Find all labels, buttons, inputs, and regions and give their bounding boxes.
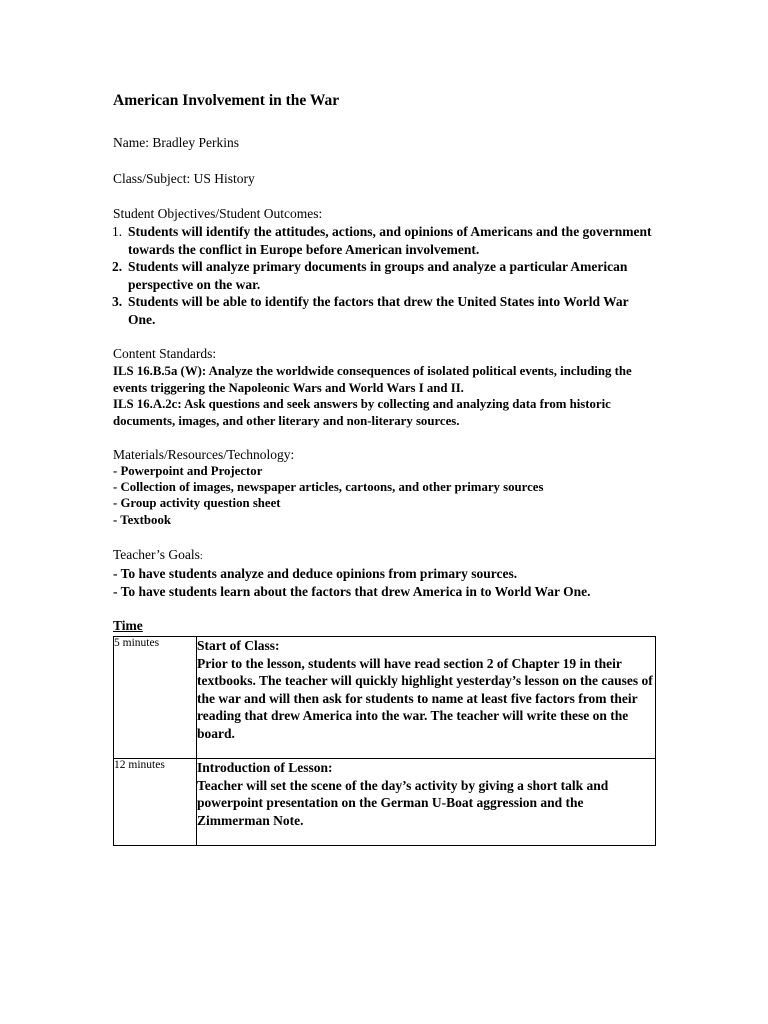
materials-list [113, 463, 543, 528]
objective-item [113, 293, 658, 328]
activity-cell [197, 637, 656, 759]
standards-list [113, 363, 658, 429]
objective-item [113, 223, 658, 258]
goals-heading-text: Teacher’s Goals [113, 547, 200, 562]
objective-number: 1. [112, 224, 123, 239]
activity-heading: Introduction of Lesson: [197, 760, 333, 775]
activity-text: Prior to the lesson, students will have read section 2 of Chapter 19 in their textbooks. The teacher will quickly highlight yesterday’s lesson on the causes of the war and will then ask for students to name at least five factors from their reading that drew America into the war. The teacher will write these on the board. [197, 655, 653, 741]
material-item: - Powerpoint and Projector [113, 464, 263, 478]
schedule-table [113, 636, 656, 846]
goal-item: - To have students learn about the factors that drew America in to World War One. [113, 583, 591, 599]
standards-heading: Content Standards: [113, 346, 217, 361]
table-row [114, 637, 656, 759]
time-heading: Time [113, 618, 143, 633]
activity-heading: Start of Class: [197, 638, 280, 653]
objective-text: Students will identify the attitudes, actions, and opinions of Americans and the government towards the conflict in Europe before American involvement. [128, 224, 652, 257]
document-title: American Involvement in the War [113, 92, 340, 109]
activity-text: Teacher will set the scene of the day’s activity by giving a short talk and powerpoint presentation on the German U-Boat aggression and the Zimmerman Note. [197, 777, 609, 828]
objective-text: Students will be able to identify the factors that drew the United States into World War One. [128, 294, 629, 327]
objective-number: 2. [112, 259, 123, 274]
class-subject: Class/Subject: US History [113, 171, 255, 186]
activity-cell [197, 759, 656, 846]
time-cell: 12 minutes [114, 759, 197, 846]
objective-text: Students will analyze primary documents in groups and analyze a particular American perspective on the war. [128, 259, 628, 292]
objectives-heading: Student Objectives/Student Outcomes: [113, 206, 323, 221]
material-item: - Group activity question sheet [113, 496, 281, 511]
teacher-name: Name: Bradley Perkins [113, 135, 239, 150]
objectives-list [113, 223, 658, 328]
time-cell: 5 minutes [114, 637, 197, 759]
goals-heading-colon: : [199, 551, 203, 562]
table-row [114, 759, 656, 846]
objective-number: 3. [112, 294, 123, 309]
standard-item: ILS 16.A.2c: Ask questions and seek answers by collecting and analyzing data from historic documents, images, and other literary and non-literary sources. [113, 397, 611, 428]
standard-item: ILS 16.B.5a (W): Analyze the worldwide consequences of isolated political events, including the events triggering the Napoleonic Wars and World Wars I and II. [113, 364, 632, 395]
goal-item: - To have students analyze and deduce opinions from primary sources. [113, 566, 518, 581]
objective-item [113, 258, 658, 293]
goals-heading [113, 547, 203, 563]
materials-heading: Materials/Resources/Technology: [113, 447, 295, 462]
material-item: - Collection of images, newspaper articles, cartoons, and other primary sources [113, 480, 544, 495]
material-item: - Textbook [113, 512, 171, 527]
goals-list [113, 565, 591, 600]
